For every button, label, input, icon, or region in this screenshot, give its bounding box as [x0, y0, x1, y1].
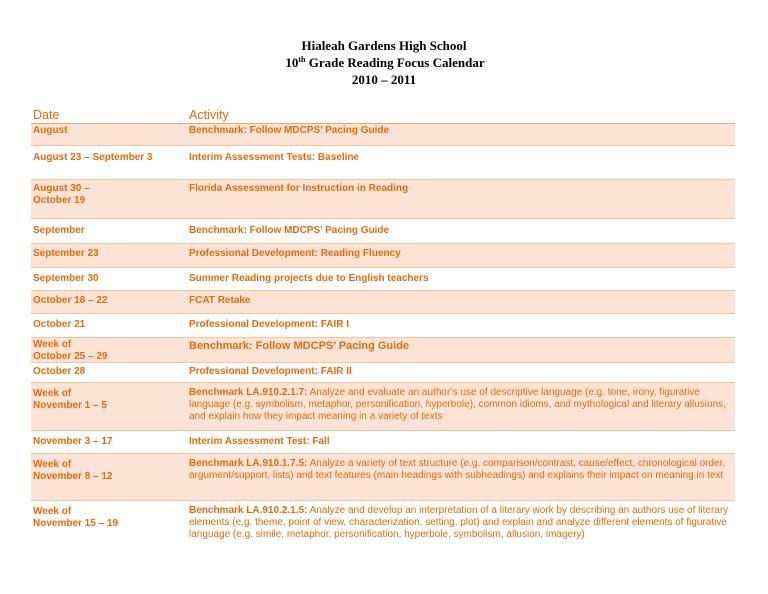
row-activity	[189, 505, 734, 541]
row-date: August 23 – September 3	[33, 152, 153, 163]
row-date: September 30	[33, 273, 99, 284]
activity-title: Benchmark LA.910.2.1.5:	[189, 505, 308, 516]
table-row	[31, 363, 735, 383]
row-date: September	[33, 225, 85, 236]
row-activity	[189, 458, 734, 482]
table-row	[31, 244, 735, 268]
row-activity	[189, 340, 734, 352]
calendar-table	[31, 108, 735, 549]
row-date: September 23	[33, 248, 99, 259]
school-name: Hialeah Gardens High School	[301, 38, 467, 53]
table-row	[31, 383, 735, 431]
table-row	[31, 338, 735, 363]
activity-title: Benchmark: Follow MDCPS’ Pacing Guide	[189, 225, 390, 236]
row-activity	[189, 183, 734, 195]
row-date: August	[33, 125, 68, 136]
activity-title: Benchmark LA.910.2.1.7:	[189, 387, 308, 398]
table-row	[31, 146, 735, 180]
activity-title: Florida Assessment for Instruction in Reading	[189, 183, 409, 194]
activity-description: Analyze and evaluate an author’s use of descriptive language (e.g. tone, irony, figurative language (e.g. symbolism, metaphor, personification, hyperbole), common idioms, and mythological and literary allusions, and explain how they impact meaning in a variety of texts	[189, 387, 726, 422]
table-row	[31, 454, 735, 501]
row-date: October 28	[33, 366, 86, 377]
table-row	[31, 180, 735, 219]
school-year: 2010 – 2011	[351, 72, 417, 87]
activity-title: Benchmark: Follow MDCPS’ Pacing Guide	[189, 340, 410, 352]
row-activity	[189, 436, 734, 448]
table-row	[31, 268, 735, 291]
activity-title: Professional Development: FAIR I	[189, 319, 350, 330]
row-activity	[189, 248, 734, 260]
table-row	[31, 219, 735, 244]
table-header	[31, 108, 735, 124]
table-row	[31, 431, 735, 454]
grade-ordinal: th	[298, 55, 306, 64]
row-activity	[189, 273, 734, 285]
date-column-header: Date	[33, 108, 60, 122]
row-activity	[189, 295, 734, 307]
row-date: Week of October 25 – 29	[33, 339, 108, 362]
table-row	[31, 291, 735, 314]
activity-description: Analyze a variety of text structure (e.g. comparison/contrast, cause/effect, chronological order, argument/support, lists) and text features (main headings with subheadings) and explains their impact on meaning in text	[189, 458, 726, 481]
table-row	[31, 124, 735, 146]
row-date: October 21	[33, 319, 86, 330]
activity-title: Summer Reading projects due to English teachers	[189, 273, 429, 284]
row-activity	[189, 152, 734, 164]
row-activity	[189, 366, 734, 378]
row-date: October 18 – 22	[33, 295, 108, 306]
row-date: August 30 – October 19	[33, 183, 90, 206]
table-row	[31, 314, 735, 338]
activity-title: FCAT Retake	[189, 295, 251, 306]
row-activity	[189, 225, 734, 237]
grade-number: 10	[285, 55, 299, 70]
row-activity	[189, 125, 734, 137]
activity-title: Interim Assessment Test: Fall	[189, 436, 330, 447]
row-date: Week of November 1 – 5	[33, 388, 107, 411]
row-activity	[189, 319, 734, 331]
activity-title: Benchmark LA.910.1.7.5:	[189, 458, 308, 469]
row-activity	[189, 387, 734, 423]
activity-title: Professional Development: FAIR II	[189, 366, 352, 377]
row-date: Week of November 15 – 19	[33, 506, 119, 529]
activity-title: Interim Assessment Tests: Baseline	[189, 152, 360, 163]
activity-description: Analyze and develop an interpretation of a literary work by describing an authors use of literary elements (e.g. theme, point of view, characterization, setting, plot) and explain and analyze different elements of figurative language (e.g. simile, metaphor, personification, hyperbole, symbolism, allusion, imagery)	[189, 505, 729, 540]
row-date: November 3 – 17	[33, 436, 113, 447]
table-row	[31, 501, 735, 549]
row-date: Week of November 8 – 12	[33, 459, 113, 482]
document-title	[0, 37, 768, 88]
calendar-title-text: Grade Reading Focus Calendar	[305, 55, 485, 70]
activity-title: Professional Development: Reading Fluency	[189, 248, 401, 259]
activity-title: Benchmark: Follow MDCPS’ Pacing Guide	[189, 125, 390, 136]
calendar-title	[2, 54, 768, 71]
activity-column-header: Activity	[189, 108, 229, 122]
